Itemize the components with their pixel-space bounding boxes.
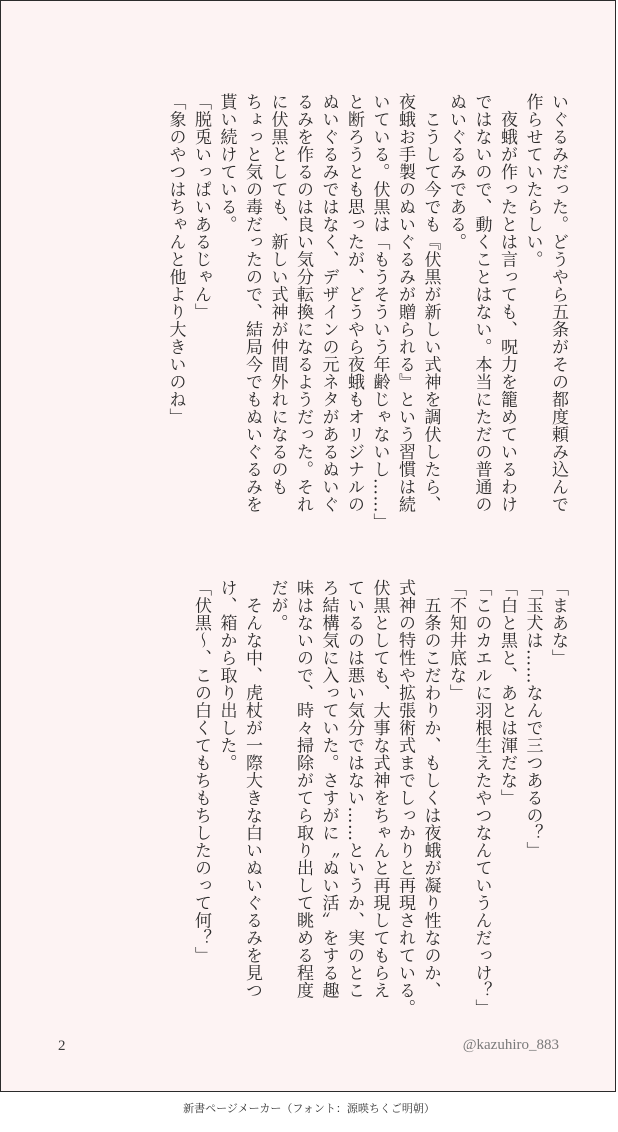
text-line: 「このカエルに羽根生えたやつなんていうんだっけ？」: [471, 579, 492, 1017]
text-line: 貰い続けている。: [216, 93, 237, 233]
text-line: 味はないので、時々掃除がてら取り出して眺める程度: [293, 579, 313, 999]
text-line: 「不知井底な」: [446, 579, 466, 702]
text-line: だが。: [267, 579, 288, 632]
text-line: 「白と黒と、あとは渾だな」: [497, 579, 517, 807]
text-line: ているのは悪い気分ではない……というか、実のとこ: [344, 579, 364, 999]
text-line: ぬいぐるみである。: [446, 93, 466, 251]
upper-text-block: [162, 93, 570, 531]
page-number: 2: [58, 1038, 66, 1054]
text-line: に伏黒としても、新しい式神が仲間外れになるのも: [267, 93, 288, 496]
text-line: け、箱から取り出した。: [216, 579, 237, 772]
text-line: と断ろうとも思ったが、どうやら夜蛾もオリジナルの: [344, 93, 364, 513]
text-line: 「象のやつはちゃんと他より大きいのね」: [165, 93, 186, 426]
text-line: そんな中、虎杖が一際大きな白いぬいぐるみを見つ: [242, 579, 262, 999]
text-line: 「まあな」: [548, 579, 568, 667]
text-line: 「脱兎いっぱいあるじゃん」: [191, 93, 211, 321]
text-line: ちょっと気の毒だったので、結局今でもぬいぐるみを: [242, 93, 262, 513]
text-line: こうして今でも『伏黒が新しい式神を調伏したら、: [420, 93, 441, 513]
text-line: 式神の特性や拡張術式までしっかりと再現されている。: [395, 579, 415, 1017]
text-line: 夜蛾が作ったとは言っても、呪力を籠めているわけ: [497, 93, 517, 513]
text-line: るみを作るのは良い気分転換になるようだった。それ: [293, 93, 313, 513]
lower-text-block: [188, 579, 571, 1017]
text-line: ではないので、動くことはない。本当にただの普通の: [471, 93, 492, 513]
text-line: 作らせていたらしい。: [522, 93, 543, 268]
text-line: 伏黒としても、大事な式神をちゃんと再現してもらえ: [369, 579, 390, 999]
text-line: 五条のこだわりか、もしくは夜蛾が凝り性なのか、: [420, 579, 441, 999]
generator-footer: 新書ページメーカー（フォント：源暎ちくご明朝）: [183, 1102, 435, 1115]
text-line: いている。伏黒は「もうそういう年齢じゃないし……」: [369, 93, 390, 531]
text-line: いぐるみだった。どうやら五条がその都度頼み込んで: [548, 93, 568, 513]
text-line: ぬいぐるみではなく、デザインの元ネタがあるぬいぐ: [318, 93, 339, 513]
text-line: 「玉犬は……なんで三つあるの？」: [522, 579, 543, 859]
text-line: 「伏黒〜、この白くてもちもちしたのって何？」: [191, 579, 211, 964]
text-line: ろ結構気に入っていた。さすがに〝ぬい活〟をする趣: [318, 579, 339, 999]
author-credit: @kazuhiro_883: [462, 1037, 559, 1053]
text-line: 夜蛾お手製のぬいぐるみが贈られる』という習慣は続: [395, 93, 415, 513]
